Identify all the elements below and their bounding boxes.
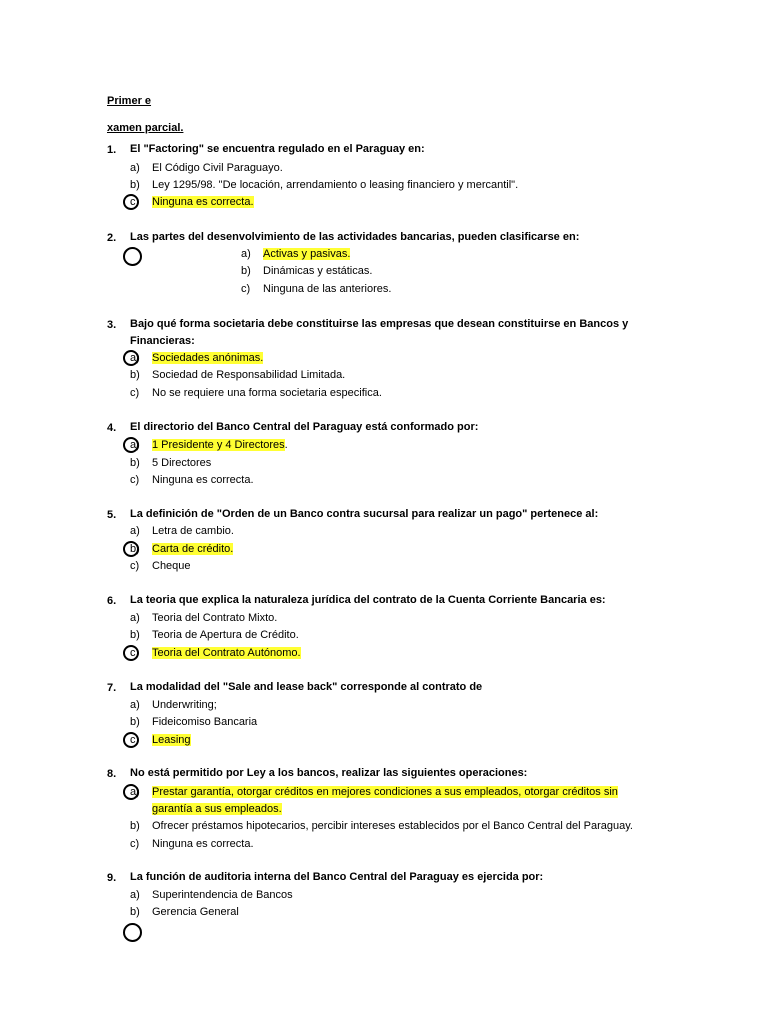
question-text: No está permitido por Ley a los bancos, realizar las siguientes operaciones: (130, 767, 528, 779)
option-a (130, 161, 283, 175)
option-letter: b) (130, 820, 140, 832)
option-b (241, 264, 372, 278)
option-a-continuation (152, 802, 282, 816)
question-number: 9. (107, 872, 117, 884)
highlighted-answer: Prestar garantía, otorgar créditos en mejores condiciones a sus empleados, otorgar créditos sin (152, 786, 618, 798)
option-letter: a) (130, 786, 140, 798)
option-c (130, 386, 382, 400)
option-b (130, 905, 239, 919)
option-b (130, 368, 345, 382)
option-letter: c) (130, 838, 140, 850)
option-letter: b) (130, 629, 140, 641)
question-number: 5. (107, 509, 117, 521)
option-b (130, 628, 299, 642)
option-text: Fideicomiso Bancaria (152, 716, 258, 728)
option-letter: b) (130, 457, 140, 469)
answer-circle-mark (123, 350, 139, 366)
answer-circle-mark (123, 732, 139, 748)
option-b (130, 819, 633, 833)
answer-circle-mark-empty (123, 923, 142, 942)
option-b (130, 456, 211, 470)
question-number: 8. (107, 768, 117, 780)
option-letter: a) (241, 248, 251, 260)
option-a (130, 524, 234, 538)
option-text: Ninguna es correcta. (152, 838, 254, 850)
option-text: Sociedad de Responsabilidad Limitada. (152, 369, 346, 381)
option-b (130, 715, 257, 729)
option-letter: b) (241, 265, 251, 277)
answer-circle-mark-empty (123, 247, 142, 266)
option-letter: b) (130, 906, 140, 918)
option-c-selected (130, 646, 301, 660)
highlighted-answer: Leasing (152, 734, 191, 746)
question-text: La función de auditoria interna del Banco Central del Paraguay es ejercida por: (130, 871, 544, 883)
highlighted-answer: 1 Presidente y 4 Directores (152, 439, 285, 451)
answer-circle-mark (123, 437, 139, 453)
option-letter: c) (130, 196, 140, 208)
question-text: Las partes del desenvolvimiento de las actividades bancarias, pueden clasificarse en: (130, 231, 580, 243)
option-letter: c) (241, 283, 251, 295)
option-a-selected (241, 247, 350, 261)
option-c-selected (130, 195, 254, 209)
option-c (241, 282, 391, 296)
question-text: Bajo qué forma societaria debe constituirse las empresas que desean constituirse en Bancos y Financieras: (130, 318, 629, 347)
question-text: La teoria que explica la naturaleza jurídica del contrato de la Cuenta Corriente Bancaria es: (130, 594, 606, 606)
option-text: El Código Civil Paraguayo. (152, 162, 283, 174)
option-letter: a) (130, 612, 140, 624)
question-number: 7. (107, 682, 117, 694)
option-text: Ninguna de las anteriores. (263, 283, 392, 295)
highlighted-answer: Teoria del Contrato Autónomo. (152, 647, 301, 659)
question-text: La modalidad del "Sale and lease back" corresponde al contrato de (130, 681, 483, 693)
question-number: 2. (107, 232, 117, 244)
option-letter: a) (130, 352, 140, 364)
highlighted-answer: Carta de crédito. (152, 543, 234, 555)
option-text: Teoria de Apertura de Crédito. (152, 629, 299, 641)
option-text: Ley 1295/98. "De locación, arrendamiento o leasing financiero y mercantil". (152, 179, 519, 191)
option-text: Ofrecer préstamos hipotecarios, percibir intereses establecidos por el Banco Central del Paraguay. (152, 820, 633, 832)
option-letter: a) (130, 699, 140, 711)
option-text: Underwriting; (152, 699, 217, 711)
option-c (130, 473, 254, 487)
option-b (130, 178, 518, 192)
option-suffix: . (284, 439, 288, 451)
option-text: Teoria del Contrato Mixto. (152, 612, 278, 624)
option-letter: b) (130, 369, 140, 381)
option-text: Cheque (152, 560, 191, 572)
option-a (130, 888, 293, 902)
option-letter: c) (130, 474, 140, 486)
option-text: Superintendencia de Bancos (152, 889, 293, 901)
option-letter: a) (130, 162, 140, 174)
option-letter: c) (130, 387, 140, 399)
option-text: Dinámicas y estáticas. (263, 265, 373, 277)
option-letter: c) (130, 734, 140, 746)
option-a (130, 611, 277, 625)
highlighted-answer: garantía a sus empleados. (152, 803, 282, 815)
question-number: 4. (107, 422, 117, 434)
title-line-2: xamen parcial. (107, 122, 184, 134)
option-letter: a) (130, 525, 140, 537)
option-letter: a) (130, 439, 140, 451)
answer-circle-mark (123, 645, 139, 661)
option-text: Ninguna es correcta. (152, 474, 254, 486)
option-text: 5 Directores (152, 457, 212, 469)
highlighted-answer: Ninguna es correcta. (152, 196, 254, 208)
option-a-selected (130, 785, 618, 799)
option-letter: b) (130, 179, 140, 191)
question-text: El "Factoring" se encuentra regulado en el Paraguay en: (130, 143, 425, 155)
option-text: No se requiere una forma societaria especifica. (152, 387, 382, 399)
option-letter: b) (130, 543, 140, 555)
option-a (130, 698, 217, 712)
option-letter: c) (130, 560, 140, 572)
question-text: La definición de "Orden de un Banco contra sucursal para realizar un pago" pertenece al: (130, 508, 599, 520)
option-c (130, 559, 191, 573)
option-a-selected (130, 438, 288, 452)
title-line-1: Primer e (107, 95, 152, 107)
highlighted-answer: Activas y pasivas. (263, 248, 351, 260)
question-text: El directorio del Banco Central del Paraguay está conformado por: (130, 421, 479, 433)
answer-circle-mark (123, 541, 139, 557)
answer-circle-mark (123, 194, 139, 210)
question-number: 6. (107, 595, 117, 607)
option-letter: b) (130, 716, 140, 728)
option-letter: a) (130, 889, 140, 901)
option-a-selected (130, 351, 263, 365)
highlighted-answer: Sociedades anónimas. (152, 352, 264, 364)
option-text: Letra de cambio. (152, 525, 234, 537)
question-number: 3. (107, 319, 117, 331)
answer-circle-mark (123, 784, 139, 800)
option-c (130, 837, 254, 851)
option-c-selected (130, 733, 191, 747)
option-b-selected (130, 542, 233, 556)
option-text: Gerencia General (152, 906, 239, 918)
option-letter: c) (130, 647, 140, 659)
question-number: 1. (107, 144, 117, 156)
